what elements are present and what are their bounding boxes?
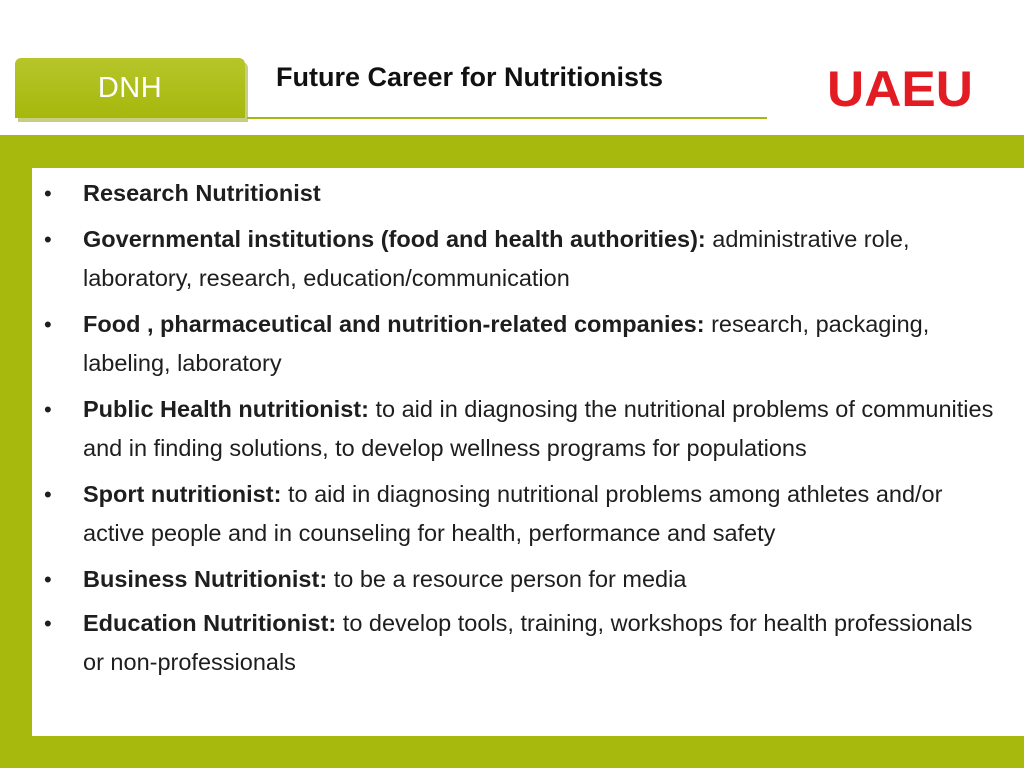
list-item: [32, 604, 994, 682]
department-tag-label: DNH: [97, 71, 163, 104]
slide-title: Future Career for Nutritionists: [276, 62, 664, 92]
list-item: [32, 390, 994, 468]
content-panel: [32, 168, 1024, 736]
item-heading: Education Nutritionist:: [83, 610, 337, 636]
bullet-icon: •: [44, 482, 52, 507]
list-item: [32, 560, 994, 599]
bullet-icon: •: [44, 567, 52, 592]
career-list: [32, 168, 1024, 682]
item-text: administrative role, laboratory, research, education/communication: [83, 226, 910, 291]
uaeu-logo: [826, 66, 974, 110]
item-text: to aid in diagnosing nutritional problems among athletes and/or active people and in counseling for health, performance and safety: [83, 481, 943, 546]
slide-header: [0, 0, 1024, 135]
item-text: research, packaging, labeling, laboratory: [83, 311, 930, 376]
list-item: [32, 305, 994, 383]
item-text: to develop tools, training, workshops for health professionals or non-professionals: [83, 610, 973, 675]
bullet-icon: •: [44, 397, 52, 422]
bullet-icon: •: [44, 181, 52, 206]
bullet-icon: •: [44, 227, 52, 252]
list-item: [32, 475, 994, 553]
bullet-icon: •: [44, 312, 52, 337]
item-text: to be a resource person for media: [327, 566, 687, 592]
item-heading: Governmental institutions (food and health authorities):: [83, 226, 706, 252]
item-heading: Public Health nutritionist:: [83, 396, 369, 422]
uaeu-logo-text: UAEU: [827, 66, 973, 110]
item-heading: Sport nutritionist:: [83, 481, 282, 507]
department-tag: [15, 58, 245, 118]
item-heading: Business Nutritionist:: [83, 566, 328, 592]
item-heading: Food , pharmaceutical and nutrition-related companies:: [83, 311, 705, 337]
title-underline: [247, 117, 767, 119]
item-heading: Research Nutritionist: [83, 180, 321, 206]
list-item: [32, 174, 994, 213]
bullet-icon: •: [44, 611, 52, 636]
item-text: to aid in diagnosing the nutritional problems of communities and in finding solutions, to develop wellness programs for populations: [83, 396, 994, 461]
list-item: [32, 220, 994, 298]
